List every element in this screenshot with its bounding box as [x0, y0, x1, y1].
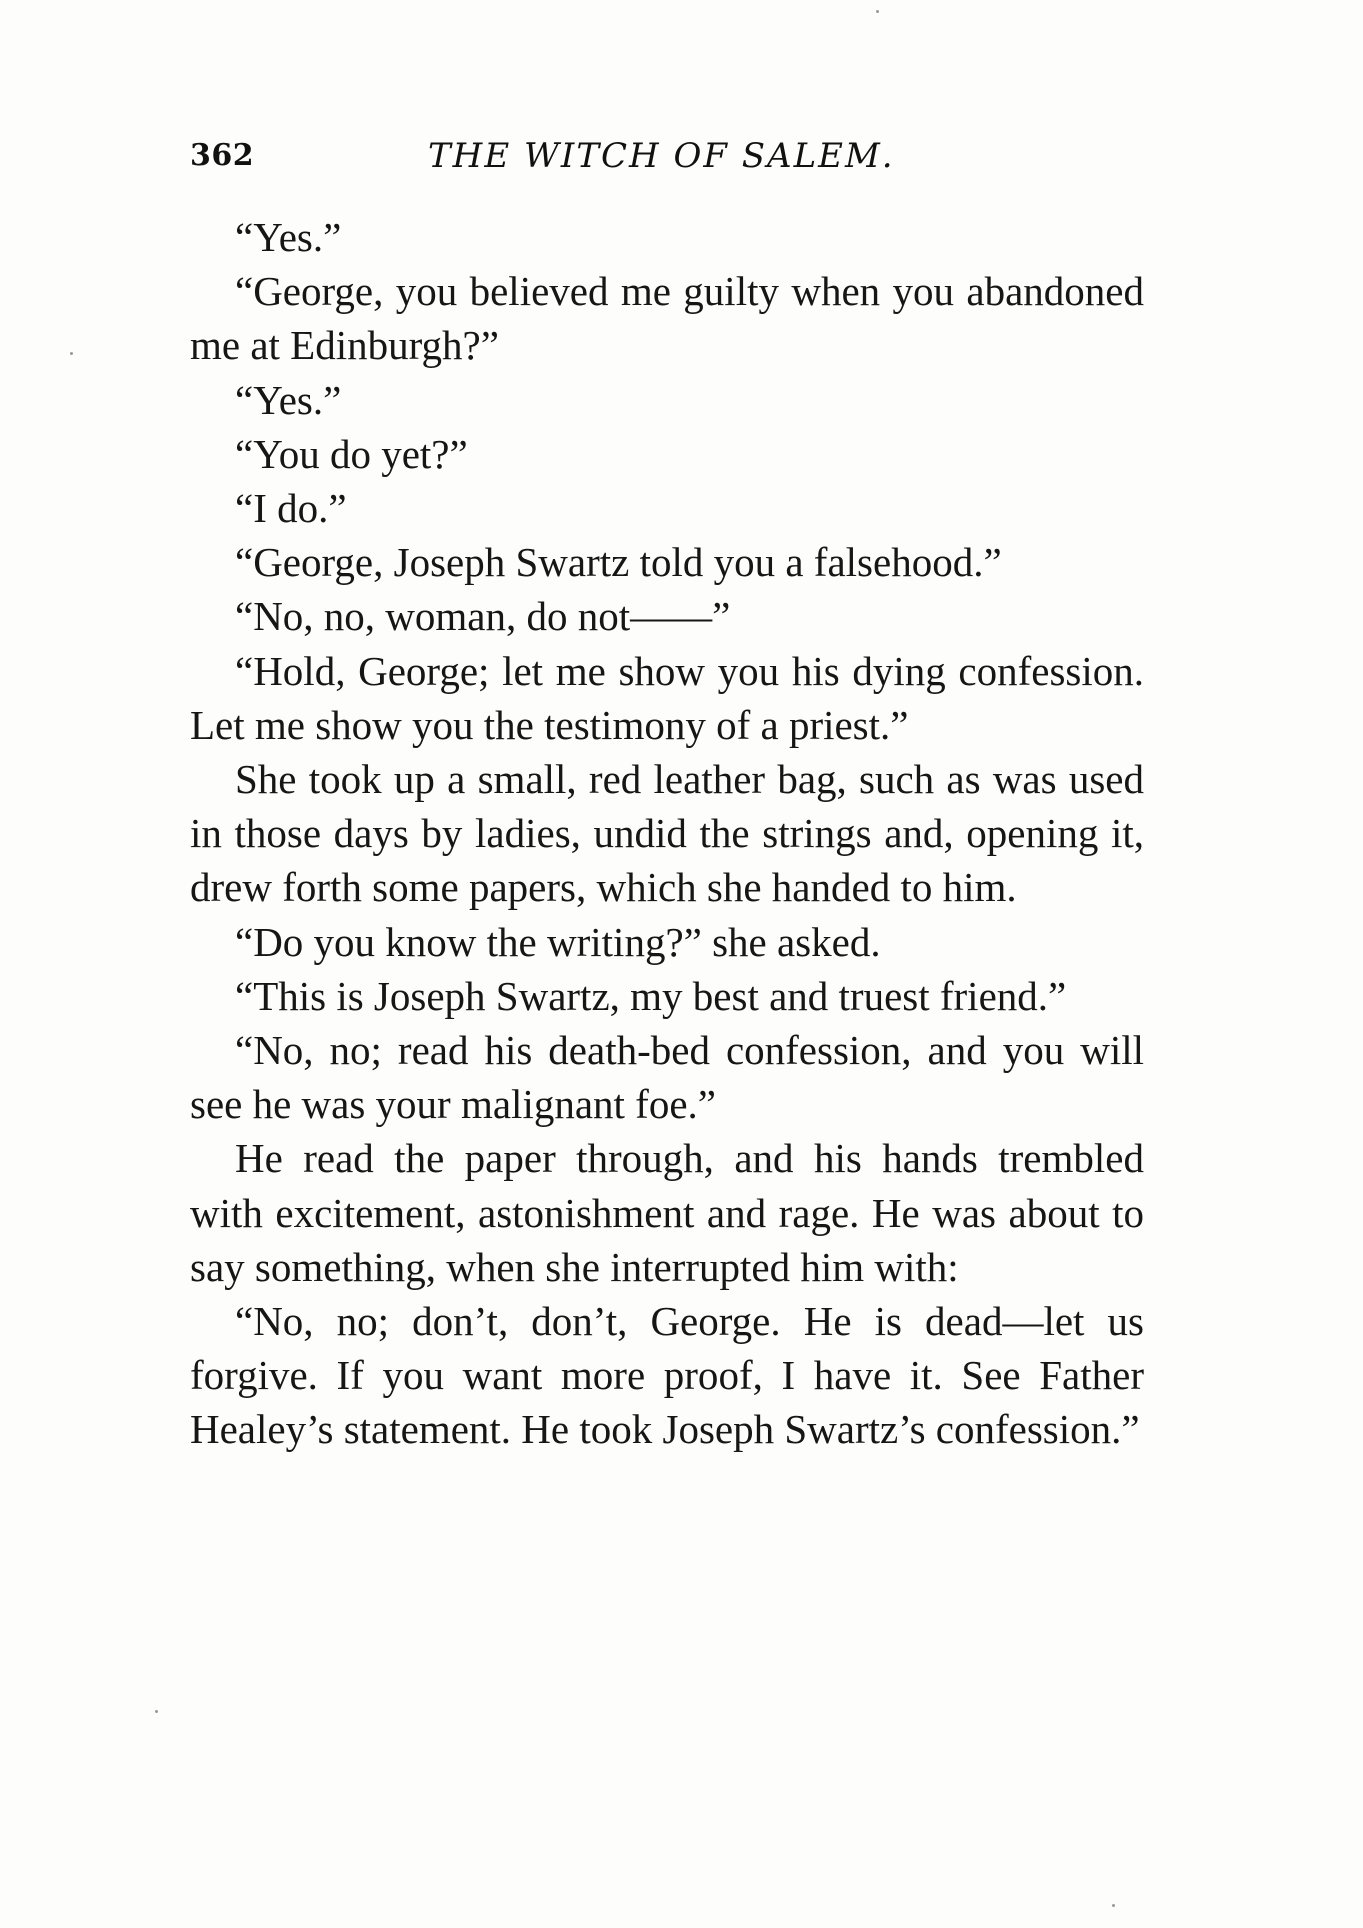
paragraph: She took up a small, red leather bag, such as was used in those days by ladies, undid the strings and, opening it, drew forth some papers, which she handed to him.	[190, 756, 1144, 911]
paragraph: “This is Joseph Swartz, my best and truest friend.”	[235, 972, 1067, 1019]
scan-speck	[876, 10, 879, 13]
paragraph: “No, no; don’t, don’t, George. He is dead—let us forgive. If you want more proof, I have it. See Father Healey’s statement. He took Joseph Swartz’s confession.”	[190, 1298, 1144, 1453]
body-text	[190, 210, 1144, 1457]
paragraph: “No, no; read his death-bed confession, and you will see he was your malignant foe.”	[190, 1027, 1144, 1128]
paragraph: “No, no, woman, do not——”	[235, 593, 731, 640]
paragraph: “George, Joseph Swartz told you a falsehood.”	[235, 539, 1002, 586]
scan-speck	[70, 352, 73, 355]
paragraph: “Do you know the writing?” she asked.	[235, 918, 881, 965]
paragraph: He read the paper through, and his hands trembled with excitement, astonishment and rage. He was about to say something, when she interrupted him with:	[190, 1135, 1144, 1290]
paragraph: “Hold, George; let me show you his dying confession. Let me show you the testimony of a priest.”	[190, 647, 1144, 748]
scan-speck	[1112, 1904, 1115, 1907]
paragraph: “Yes.”	[235, 214, 342, 260]
paragraph: “I do.”	[235, 485, 347, 532]
scan-speck	[155, 1710, 158, 1713]
page-number: 362	[190, 138, 255, 173]
page-header	[190, 132, 1150, 182]
paragraph: “You do yet?”	[235, 430, 468, 477]
running-title: THE WITCH OF SALEM.	[428, 136, 895, 176]
paragraph: “George, you believed me guilty when you abandoned me at Edinburgh?”	[190, 268, 1144, 369]
paragraph: “Yes.”	[235, 376, 342, 423]
